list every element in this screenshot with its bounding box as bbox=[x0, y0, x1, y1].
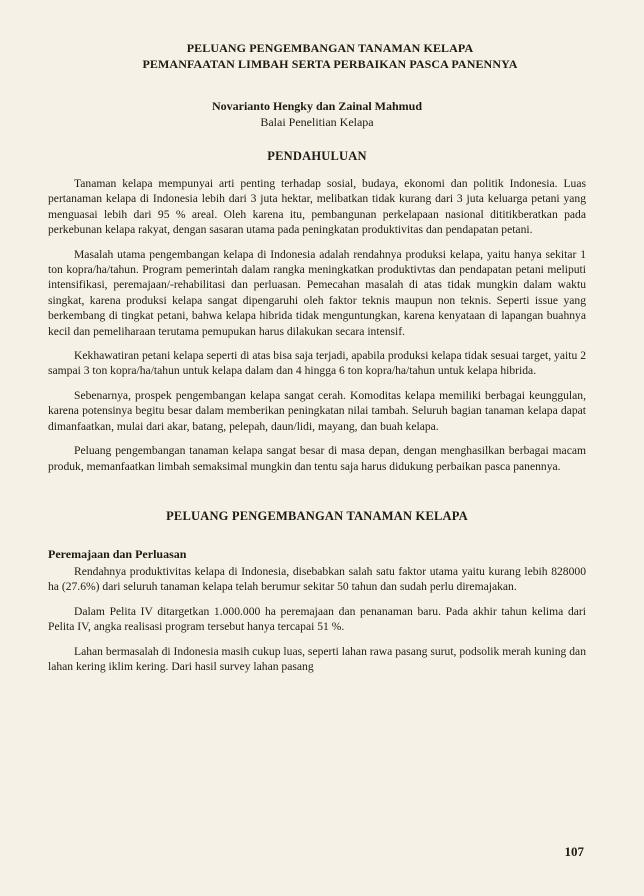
paragraph: Lahan bermasalah di Indonesia masih cukup luas, seperti lahan rawa pasang surut, podsolik merah kuning dan lahan kering iklim kering. Dari hasil survey lahan pasang bbox=[48, 644, 586, 673]
authors: Novarianto Hengky dan Zainal Mahmud bbox=[211, 99, 423, 113]
title-line-2: PEMANFAATAN LIMBAH SERTA PERBAIKAN PASCA PANENNYA bbox=[142, 57, 518, 71]
paragraph: Tanaman kelapa mempunyai arti penting terhadap sosial, budaya, ekonomi dan politik Indonesia. Luas pertanaman kelapa di Indonesia lebih dari 3 juta hektar, melibatkan tidak kurang dari 3 juta keluarga petani yang menguasai lebih dari 95 % areal. Oleh karena itu, pembangunan perkelapaan nasional dititikberatkan pada perkebunan kelapa rakyat, dengan sasaran utama pada peningkatan produktivitas dan pendapatan petani. bbox=[48, 177, 586, 237]
paragraph: Kekhawatiran petani kelapa seperti di atas bisa saja terjadi, apabila produksi kelapa tidak sesuai target, yaitu 2 sampai 3 ton kopra/ha/tahun untuk kelapa dalam dan 4 hingga 6 ton kopra/ha/tahun untuk kelapa hibrida. bbox=[48, 349, 586, 378]
subsection-heading: Peremajaan dan Perluasan bbox=[48, 546, 187, 561]
section-heading: PENDAHULUAN bbox=[267, 149, 367, 163]
title-line-1: PELUANG PENGEMBANGAN TANAMAN KELAPA bbox=[186, 41, 474, 55]
section-pendahuluan bbox=[48, 148, 586, 474]
institution: Balai Penelitian Kelapa bbox=[260, 115, 374, 129]
paragraph: Sebenarnya, prospek pengembangan kelapa sangat cerah. Komoditas kelapa memiliki berbagai keunggulan, karena potensinya begitu besar dalam memberikan peningkatan nilai tambah. Seluruh bagian tanaman kelapa dapat dimanfaatkan, mulai dari akar, batang, pelepah, daun/lidi, mayang, dan buah kelapa. bbox=[48, 388, 586, 433]
paragraph: Dalam Pelita IV ditargetkan 1.000.000 ha peremajaan dan penanaman baru. Pada akhir tahun kelima dari Pelita IV, angka realisasi program tersebut hanya tercapai 51 %. bbox=[48, 604, 586, 634]
paragraph: Rendahnya produktivitas kelapa di Indonesia, disebabkan salah satu faktor utama yaitu kurang lebih 828000 ha (27.6%) dari seluruh tanaman kelapa telah berumur sekitar 50 tahun dan sudah perlu diremajakan. bbox=[48, 564, 586, 594]
page-number: 107 bbox=[564, 844, 584, 859]
section-peluang bbox=[48, 508, 586, 674]
section-heading: PELUANG PENGEMBANGAN TANAMAN KELAPA bbox=[166, 508, 468, 523]
paragraph: Peluang pengembangan tanaman kelapa sangat besar di masa depan, dengan menghasilkan berbagai macam produk, memanfaatkan limbah semaksimal mungkin dan tentu saja harus didukung perbaikan pasca panennya. bbox=[48, 444, 586, 473]
paragraph: Masalah utama pengembangan kelapa di Indonesia adalah rendahnya produksi kelapa, yaitu hanya sekitar 1 ton kopra/ha/tahun. Program pemerintah dalam rangka meningkatkan produktivtas dan pendapatan petani meliputi intensifikasi, peremajaan/-rehabilitasi dan perluasan. Pemecahan masalah di atas tidak mungkin dalam waktu singkat, karena produksi kelapa sangat dipengaruhi oleh faktor teknis maupun non teknis. Seperti issue yang berkembang di tingkat petani, bahwa kelapa hibrida tidak menguntungkan, karena kenyataan di lapangan buahnya kecil dan pemeliharaan terutama pemupukan harus dilakukan secara intensif. bbox=[48, 247, 586, 338]
article-title bbox=[48, 40, 586, 72]
